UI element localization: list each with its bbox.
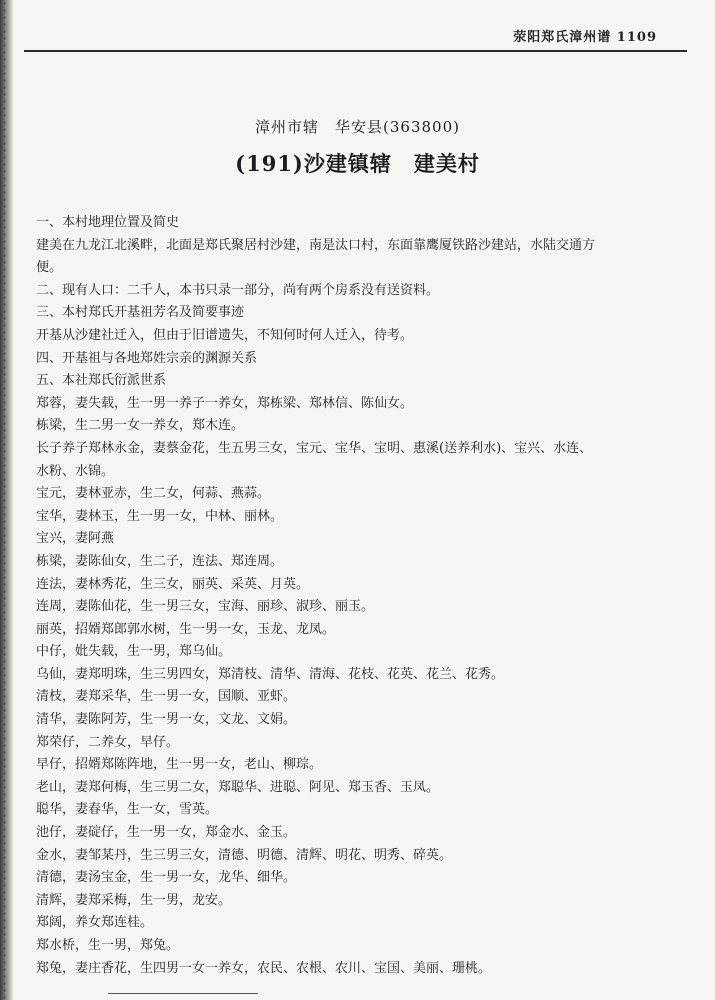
text-line: 水粉、水锦。 bbox=[36, 463, 115, 479]
text-line: 栋梁，生二男一女一养女，郑木连。 bbox=[36, 418, 245, 434]
text-line: 乌仙，妻郑明珠，生三男四女，郑清枝、清华、清海、花枝、花英、花兰、花秀。 bbox=[36, 666, 505, 682]
text-line: 一、本村地理位置及简史 bbox=[36, 215, 180, 230]
text-line: 池仔，妻碇仔，生一男一女，郑金水、金玉。 bbox=[36, 825, 297, 841]
text-line: 建美在九龙江北溪畔，北面是郑氏聚居村沙建，南是汰口村，东面靠鹰厦铁路沙建站，水陆交通方 bbox=[36, 237, 596, 253]
text-line: 长子养子郑林永金，妻蔡金花，生五男三女，宝元、宝华、宝明、惠溪(送养利水)、宝兴、水连、 bbox=[36, 440, 593, 456]
text-line: 郑水桥，生一男，郑兔。 bbox=[36, 938, 180, 953]
text-line: 清辉，妻郑采梅，生一男，龙安。 bbox=[36, 892, 232, 908]
running-header: 荥阳郑氏漳州谱 1109 bbox=[513, 30, 657, 45]
text-line: 中仔，妣失载，生一男，郑乌仙。 bbox=[36, 644, 232, 660]
text-line: 清德，妻汤宝金，生一男一女，龙华、细华。 bbox=[36, 870, 297, 886]
text-line: 老山，妻郑何梅，生三男二女，郑聪华、进聪、阿见、郑玉香、玉凤。 bbox=[36, 779, 440, 795]
text-line: 宝华，妻林玉，生一男一女，中林、丽林。 bbox=[36, 508, 284, 524]
text-line: 五、本社郑氏衍派世系 bbox=[36, 373, 167, 389]
text-line: 连周，妻陈仙花，生一男三女，宝海、丽珍、淑珍、丽玉。 bbox=[36, 599, 375, 615]
text-line: 清枝，妻郑采华，生一男一女，国顺、亚虾。 bbox=[36, 689, 297, 705]
body-text bbox=[36, 212, 671, 980]
text-line: 丽英，招婿郑郎郭水树，生一男一女，玉龙、龙凤。 bbox=[36, 621, 336, 637]
text-line: 三、本村郑氏开基祖芳名及简要事迹 bbox=[36, 305, 245, 321]
text-line: 连法，妻林秀花，生三女，丽英、采英、月英。 bbox=[36, 576, 310, 592]
text-line: 二、现有人口：二千人，本书只录一部分，尚有两个房系没有送资料。 bbox=[36, 282, 440, 298]
text-line: 郑荣仔，二养女，早仔。 bbox=[36, 734, 180, 750]
text-line: 便。 bbox=[36, 260, 63, 276]
header-rule bbox=[24, 50, 687, 52]
text-line: 清华，妻陈阿芳，生一男一女，文龙、文娟。 bbox=[36, 712, 297, 728]
text-line: 聪华，妻春华，生一女，雪英。 bbox=[36, 802, 219, 818]
text-line: 宝元，妻林亚赤，生二女，何蒜、燕蒜。 bbox=[36, 486, 271, 502]
text-line: 宝兴，妻阿燕 bbox=[36, 531, 115, 547]
footer-rule bbox=[108, 993, 258, 994]
text-line: 金水，妻邹某丹，生三男三女，清德、明德、清辉、明花、明秀、碎英。 bbox=[36, 847, 453, 863]
text-line: 郑阔，养女郑连桂。 bbox=[36, 915, 154, 931]
page-title: (191)沙建镇辖 建美村 bbox=[235, 151, 480, 176]
text-line: 四、开基祖与各地郑姓宗亲的渊源关系 bbox=[36, 350, 258, 366]
text-line: 栋梁，妻陈仙女，生二子，连法、郑连周。 bbox=[36, 553, 284, 569]
text-line: 开基从沙建社迁入，但由于旧谱遗失，不知何时何人迁入，待考。 bbox=[36, 327, 414, 343]
text-line: 早仔，招婿郑陈阵地，生一男一女，老山、柳琮。 bbox=[36, 757, 323, 773]
text-line: 郑兔，妻庄香花，生四男一女一养女，农民、农根、农川、宝国、美丽、珊桃。 bbox=[36, 960, 492, 976]
page-subtitle: 漳州市辖 华安县(363800) bbox=[255, 118, 460, 136]
text-line: 郑蓉，妻失载，生一男一养子一养女，郑栋梁、郑林信、陈仙女。 bbox=[36, 395, 414, 411]
